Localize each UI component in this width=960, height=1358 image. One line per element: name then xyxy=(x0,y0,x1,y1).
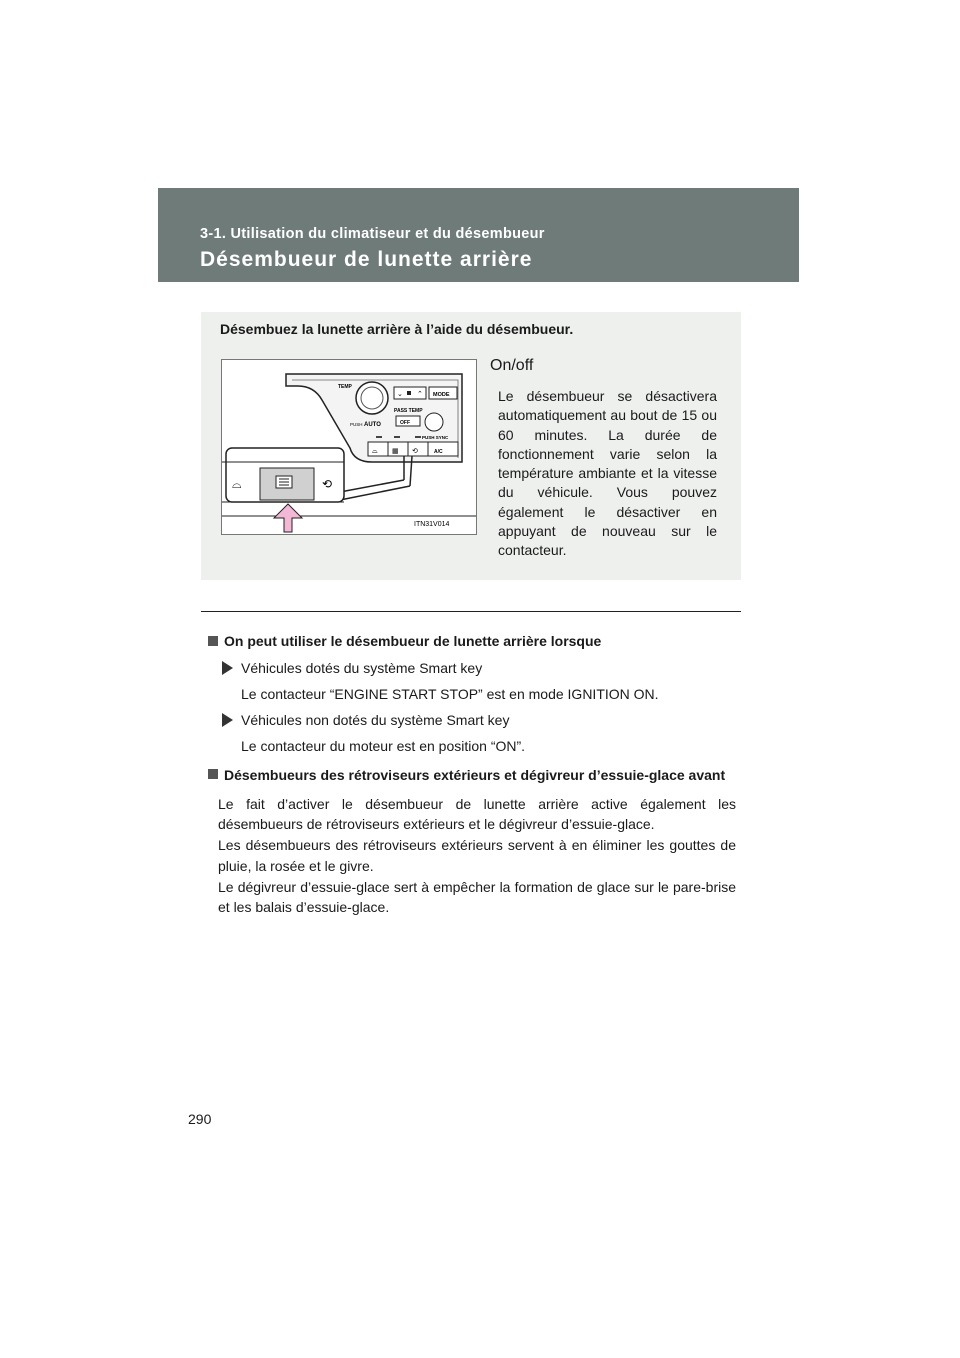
control-panel-illustration xyxy=(222,360,476,534)
label-temp: TEMP xyxy=(338,384,352,390)
note-heading-text: Désembueurs des rétroviseurs extérieurs et dégivreur d’essuie-glace avant xyxy=(224,767,726,783)
label-mode: MODE xyxy=(433,392,450,398)
item-title: On/off xyxy=(490,357,534,374)
square-bullet-icon xyxy=(208,636,218,646)
label-off: OFF xyxy=(400,420,410,426)
note-heading-text: On peut utiliser le désembueur de lunette arrière lorsque xyxy=(224,633,602,649)
recirculation-icon: ⟲ xyxy=(412,448,418,455)
page-number: 290 xyxy=(188,1111,212,1127)
item-description: Le désembueur se désactivera automatiquement au bout de 15 ou 60 minutes. La durée de fonctionnement varie selon la température ambiante et la vitesse du véhicule. Vous pouvez également le désactiver en appuyant de nouveau sur le contacteur. xyxy=(498,388,717,559)
note-heading-2 xyxy=(208,765,736,786)
instruction-box xyxy=(201,312,741,580)
label-push: PUSH xyxy=(350,422,363,427)
note-paragraph: Le fait d’activer le désembueur de lunette arrière active également les désembueurs de rétroviseurs extérieurs et le dégivreur d’essuie-glace. xyxy=(218,795,736,833)
label-pass-temp: PASS TEMP xyxy=(394,408,423,414)
square-bullet-icon xyxy=(208,769,218,779)
triangle-bullet-icon xyxy=(222,661,233,675)
note-bullet-detail: Le contacteur “ENGINE START STOP” est en mode IGNITION ON. xyxy=(241,686,659,702)
label-ac: A/C xyxy=(434,449,443,455)
divider xyxy=(201,611,741,612)
note-bullet-text: Véhicules dotés du système Smart key xyxy=(241,660,483,676)
arrow-up-icon xyxy=(274,504,302,532)
front-defrost-zoom-icon: ⌓ xyxy=(232,477,242,491)
fan-down-icon: ⌄ xyxy=(397,391,403,398)
triangle-bullet-icon xyxy=(222,713,233,727)
control-panel-figure xyxy=(221,359,477,535)
section-label: 3-1. Utilisation du climatiseur et du désembueur xyxy=(200,226,545,242)
figure-code: ITN31V014 xyxy=(414,521,450,528)
note-paragraph: Les désembueurs des rétroviseurs extérieurs servent à en éliminer les gouttes de pluie, la rosée et le givre. xyxy=(218,837,736,874)
recirculation-zoom-icon: ⟲ xyxy=(322,477,333,491)
page-title: Désembueur de lunette arrière xyxy=(200,248,533,271)
notes-section xyxy=(208,632,736,918)
rear-defrost-icon: ▦ xyxy=(392,448,399,455)
label-sync: PUSH SYNC xyxy=(422,435,449,440)
note-bullet-text: Véhicules non dotés du système Smart key xyxy=(241,712,510,728)
section-header xyxy=(158,188,799,282)
fan-icon xyxy=(407,391,411,395)
note-bullet-1 xyxy=(222,659,736,678)
note-paragraph: Le dégivreur d’essuie-glace sert à empêcher la formation de glace sur le pare-brise et les balais d’essuie-glace. xyxy=(218,878,736,916)
intro-text: Désembuez la lunette arrière à l’aide du désembueur. xyxy=(220,321,574,337)
label-auto: AUTO xyxy=(364,422,381,428)
note-bullet-2 xyxy=(222,711,736,730)
note-bullet-detail: Le contacteur du moteur est en position “ON”. xyxy=(241,738,526,754)
front-defrost-icon: ⌓ xyxy=(372,448,378,455)
note-heading-1 xyxy=(208,632,736,651)
fan-up-icon: ⌃ xyxy=(417,391,423,398)
